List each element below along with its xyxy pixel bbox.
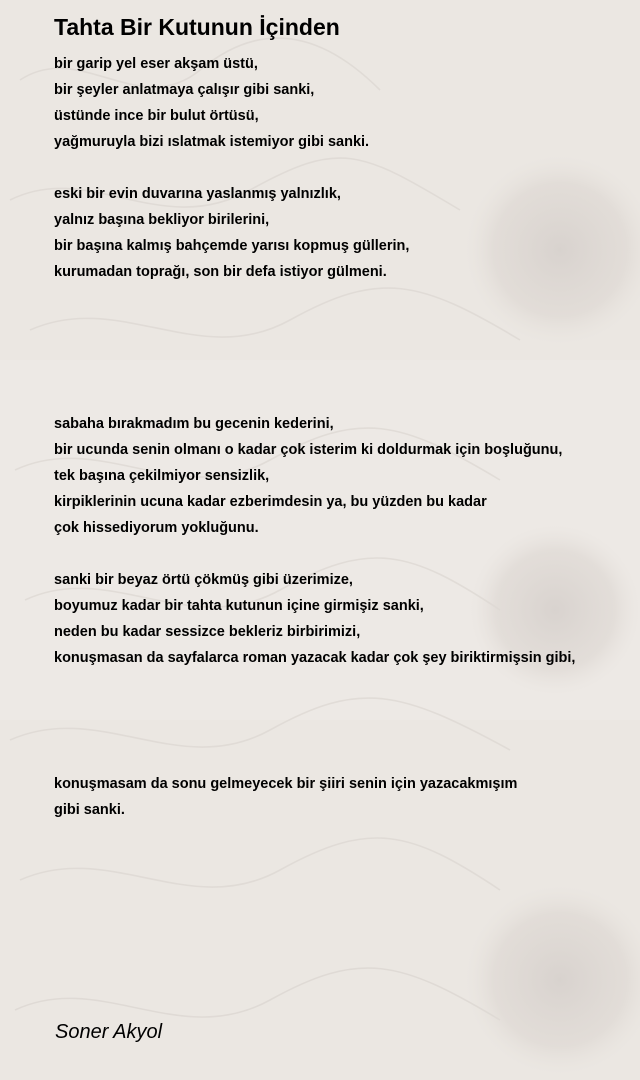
poem-line: eski bir evin duvarına yaslanmış yalnızlık, xyxy=(54,186,341,202)
poem-line: yağmuruyla bizi ıslatmak istemiyor gibi sanki. xyxy=(54,134,370,150)
poem-line: çok hissediyorum yokluğunu. xyxy=(54,520,259,536)
poem-line: tek başına çekilmiyor sensizlik, xyxy=(54,468,270,484)
ink-stain xyxy=(470,525,640,695)
poem-author: Soner Akyol xyxy=(55,1021,163,1043)
poem-line: kurumadan toprağı, son bir defa istiyor gülmeni. xyxy=(54,264,387,280)
poem-line: bir ucunda senin olmanı o kadar çok isterim ki doldurmak için boşluğunu, xyxy=(54,442,563,458)
poem-line: boyumuz kadar bir tahta kutunun içine girmişiz sanki, xyxy=(54,598,424,614)
poem-line: yalnız başına bekliyor birilerini, xyxy=(54,212,270,228)
poem-line: üstünde ince bir bulut örtüsü, xyxy=(54,108,259,124)
poem-line: bir şeyler anlatmaya çalışır gibi sanki, xyxy=(54,82,315,98)
poem-line: neden bu kadar sessizce bekleriz birbirimizi, xyxy=(54,624,361,640)
poem-line: bir başına kalmış bahçemde yarısı kopmuş güllerin, xyxy=(54,238,410,254)
poem-line: bir garip yel eser akşam üstü, xyxy=(54,56,258,72)
poem-line: konuşmasam da sonu gelmeyecek bir şiiri senin için yazacakmışım xyxy=(54,776,518,792)
poem-line: sabaha bırakmadım bu gecenin kederini, xyxy=(54,416,334,432)
poem-line: kirpiklerinin ucuna kadar ezberimdesin ya, bu yüzden bu kadar xyxy=(54,494,487,510)
poem-line: konuşmasan da sayfalarca roman yazacak kadar çok şey biriktirmişsin gibi, xyxy=(54,650,576,666)
poem-title: Tahta Bir Kutunun İçinden xyxy=(54,14,340,40)
poem-line: gibi sanki. xyxy=(54,802,125,818)
poem-line: sanki bir beyaz örtü çökmüş gibi üzerimize, xyxy=(54,572,353,588)
